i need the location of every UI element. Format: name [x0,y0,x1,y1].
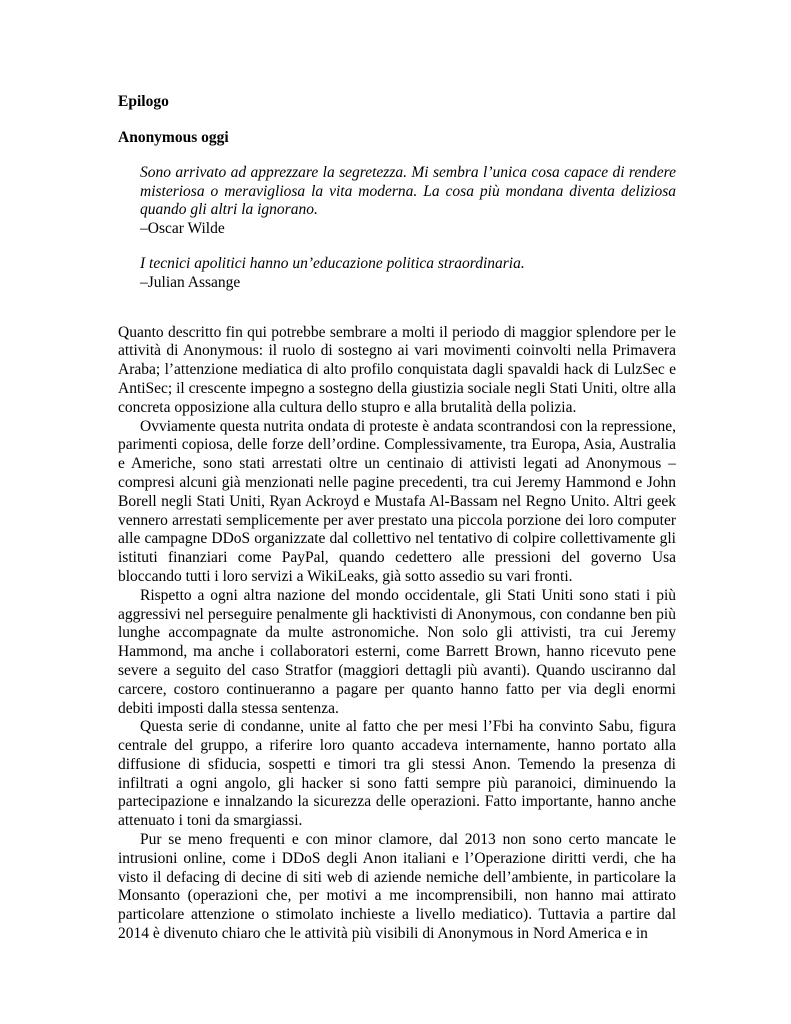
paragraph: Rispetto a ogni altra nazione del mondo occidentale, gli Stati Uniti sono stati i più aggressivi nel perseguire penalmente gli hacktivisti di Anonymous, con condanne ben più lunghe accompagnate da multe astronomiche. Non solo gli attivisti, tra cui Jeremy Hammond, ma anche i collaboratori esterni, come Barrett Brown, hanno ricevuto pene severe a seguito del caso Stratfor (maggiori dettagli più avanti). Quando usciranno dal carcere, costoro continueranno a pagare per quanto hanno fatto per via degli enormi debiti imposti dalla stessa sentenza. [118,586,676,717]
epigraph-wilde [140,164,676,238]
epigraph-author: –Oscar Wilde [140,219,225,237]
section-title: Anonymous oggi [118,129,229,146]
document-page [118,92,676,944]
chapter-title: Epilogo [118,93,169,110]
epigraph-text: Sono arrivato ad apprezzare la segretezza. Mi sembra l’unica cosa capace di rendere misteriosa o meravigliosa la vita moderna. La cosa più mondana diventa deliziosa quando gli altri la ignorano. [140,164,676,219]
epigraph-assange [140,255,676,292]
paragraph: Pur se meno frequenti e con minor clamore, dal 2013 non sono certo mancate le intrusioni online, come i DDoS degli Anon italiani e l’Operazione diritti verdi, che ha visto il defacing di decine di siti web di aziende nemiche dell’ambiente, in particolare la Monsanto (operazioni che, per motivi a me incomprensibili, non hanno mai attirato particolare attenzione o stimolato inchieste a livello mediatico). Tuttavia a partire dal 2014 è divenuto chiaro che le attività più visibili di Anonymous in Nord America e in [118,831,676,943]
epigraph-text: I tecnici apolitici hanno un’educazione politica straordinaria. [140,255,525,273]
paragraph: Quanto descritto fin qui potrebbe sembrare a molti il periodo di maggior splendore per le attività di Anonymous: il ruolo di sostegno ai vari movimenti coinvolti nella Primavera Araba; l’attenzione mediatica di alto profilo conquistata dagli spavaldi hack di LulzSec e AntiSec; il crescente impegno a sostegno della giustizia sociale negli Stati Uniti, oltre alla concreta opposizione alla cultura dello stupro e alla brutalità della polizia. [118,323,676,416]
paragraph: Ovviamente questa nutrita ondata di proteste è andata scontrandosi con la repressione, parimenti copiosa, delle forze dell’ordine. Complessivamente, tra Europa, Asia, Australia e Americhe, sono stati arrestati oltre un centinaio di attivisti legati ad Anonymous – compresi alcuni già menzionati nelle pagine precedenti, tra cui Jeremy Hammond e John Borell negli Stati Uniti, Ryan Ackroyd e Mustafa Al-Bassam nel Regno Unito. Altri geek vennero arrestati semplicemente per aver prestato una piccola porzione dei loro computer alle campagne DDoS organizzate dal collettivo nel tentativo di colpire collettivamente gli istituti finanziari come PayPal, quando cedettero alle pressioni del governo Usa bloccando tutti i loro servizi a WikiLeaks, già sotto assedio su vari fronti. [118,417,676,585]
body-text [118,324,676,944]
paragraph: Questa serie di condanne, unite al fatto che per mesi l’Fbi ha convinto Sabu, figura centrale del gruppo, a riferire loro quanto accadeva internamente, hanno portato alla diffusione di sfiducia, sospetti e timori tra gli stessi Anon. Temendo la presenza di infiltrati a ogni angolo, gli hacker si sono fatti sempre più paranoici, diminuendo la partecipazione e innalzando la sicurezza delle operazioni. Fatto importante, hanno anche attenuato i toni da smargiassi. [118,718,676,830]
epigraph-author: –Julian Assange [140,273,241,291]
